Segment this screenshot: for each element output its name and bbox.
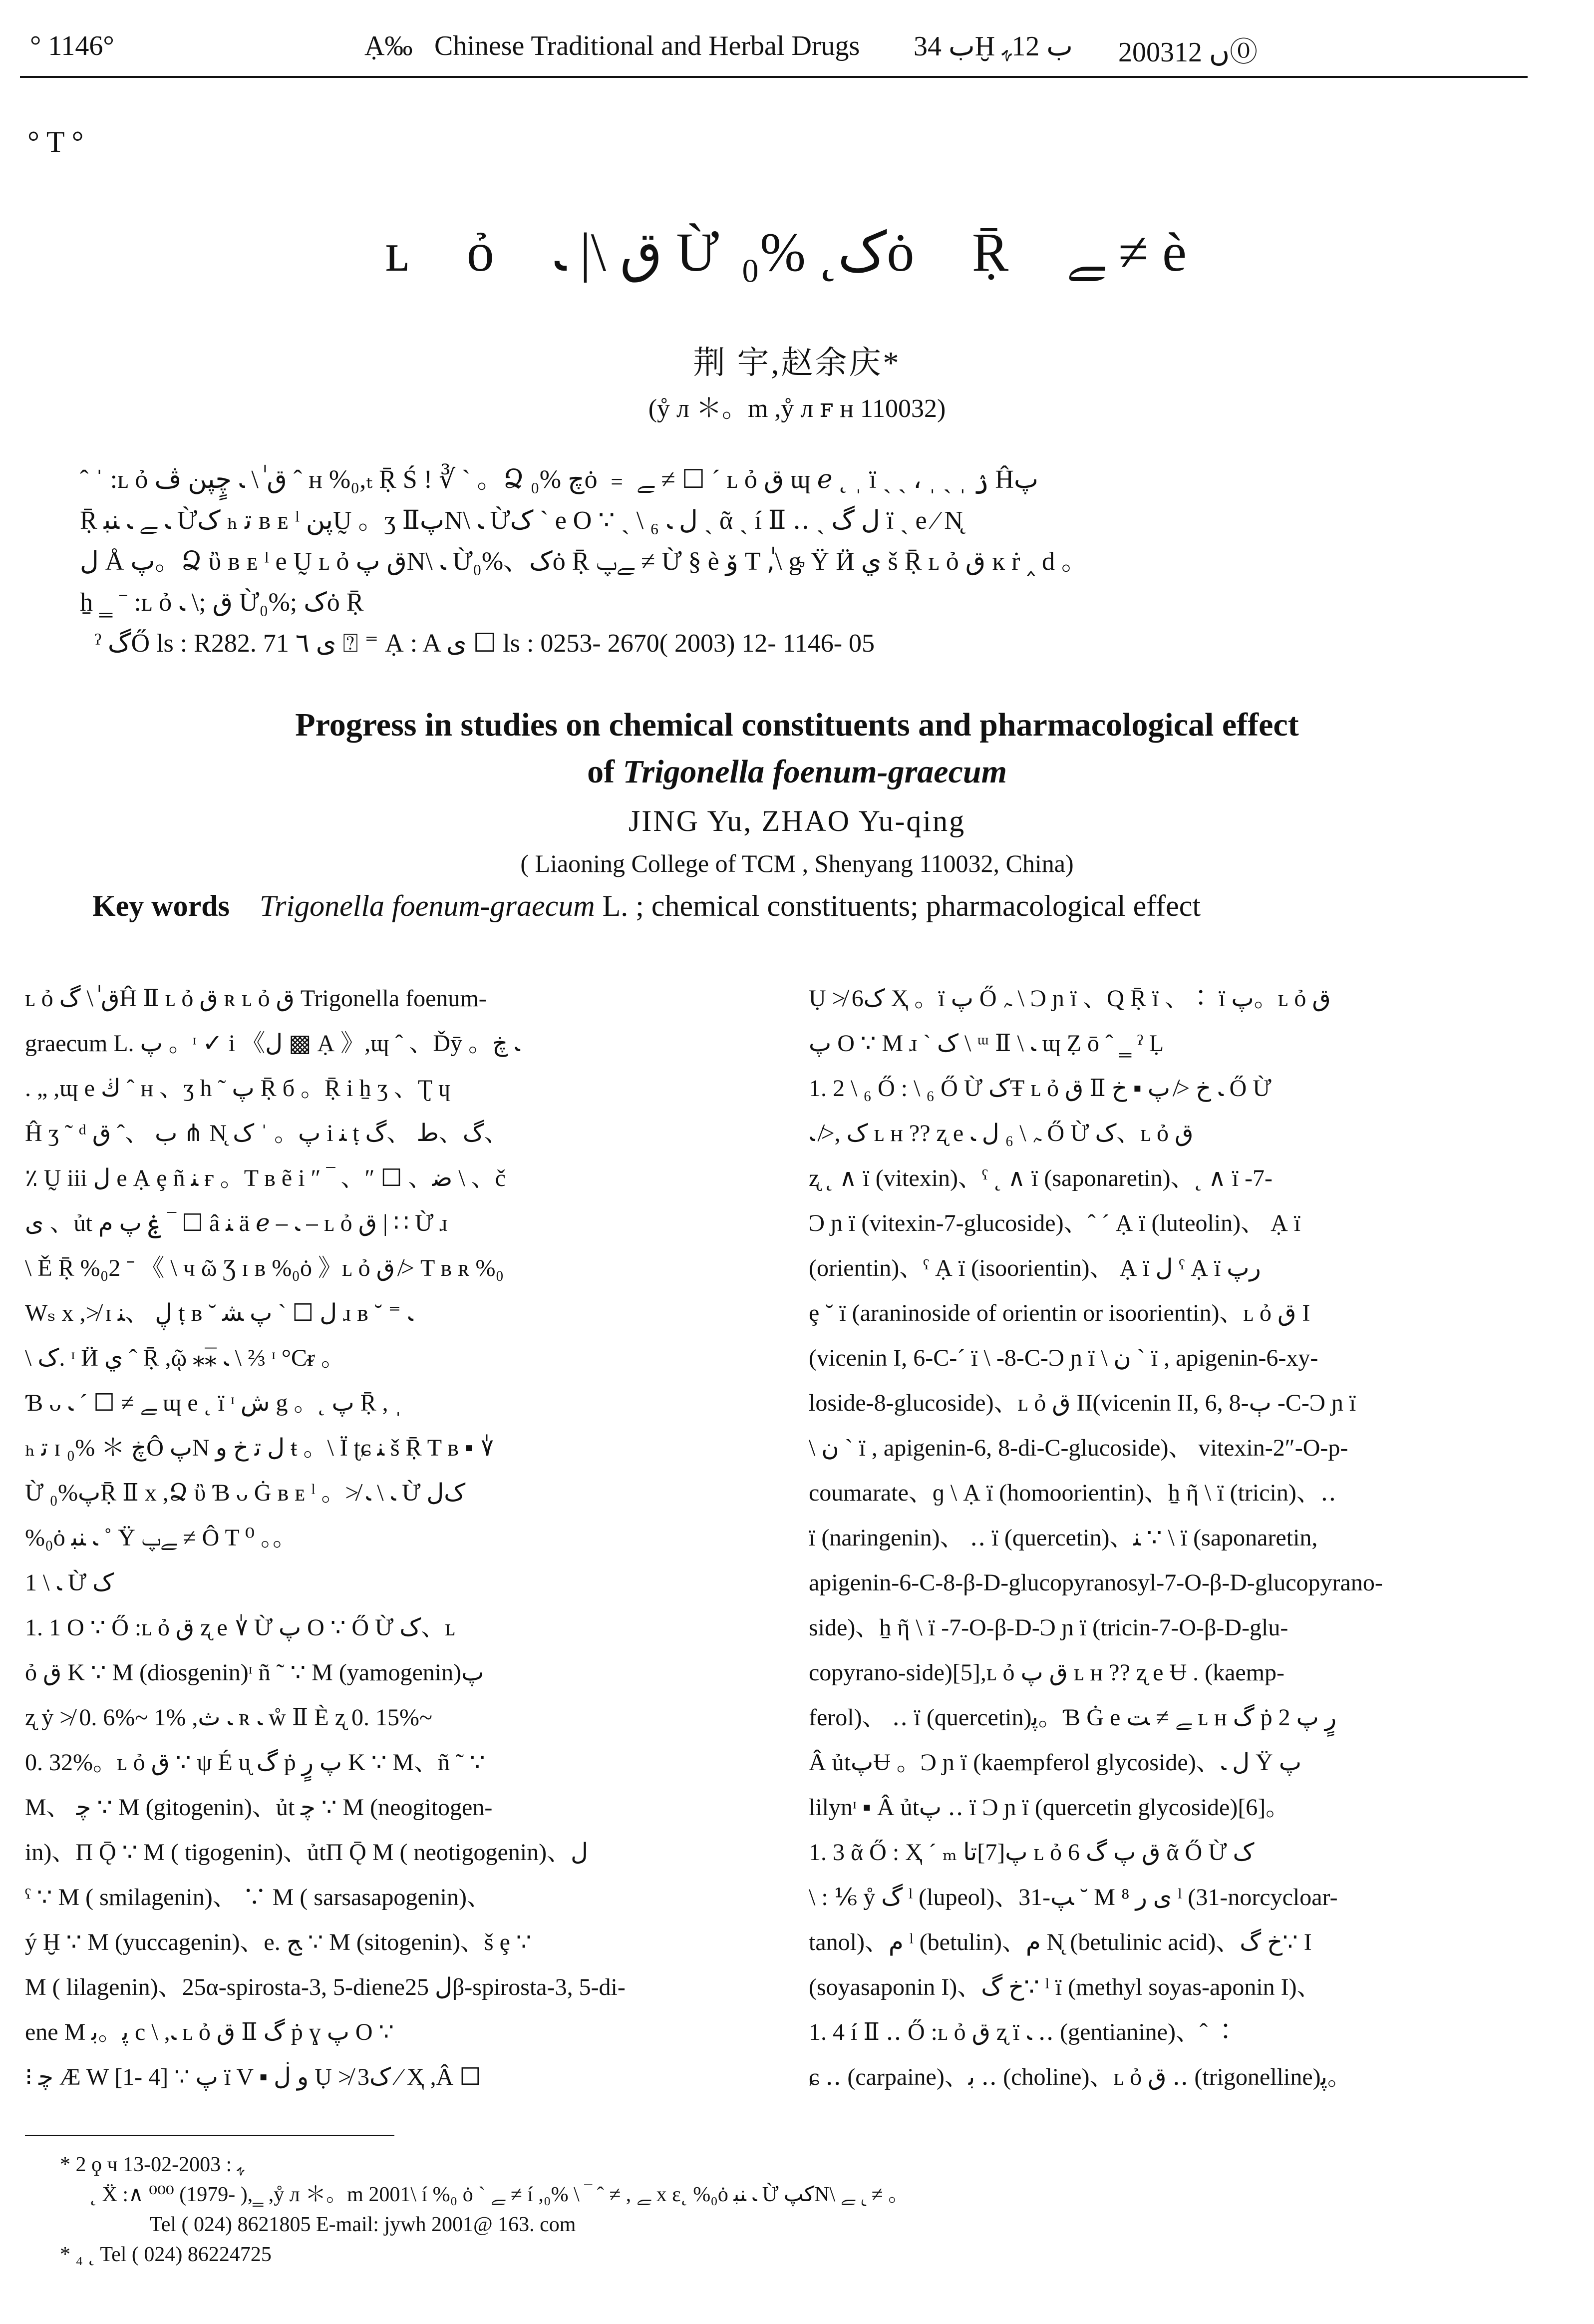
abstract-line: ﻝ Å پ。Ձ ὒ ʙ ᴇ ˡ e Ṵ ʟ ỏ ق پN\ ﹳ Ừک、%₀ȯ Ṝ ﮯپ ≠ Ừ § è ﯙ T ,ٰ\ ᶃ Ÿ Ӥ ي š Ṝ ʟ ỏ ق ĸ ṙ ‸ d 。 (80, 547, 1088, 576)
running-header (20, 30, 1528, 77)
keywords-species: Trigonella foenum-graecum (259, 889, 595, 922)
text-line: 1. 2 \ ₆ Ő : \ ₆ Ő Ừ کŦ ʟ ỏ ق Ⅱ ﹳ خ ≯ پ ▪ ﺥ Ő Ừ (809, 1075, 1272, 1102)
text-line: 1. 3 ᾶ Ő : Ҳ ´ ₘ پ[7]ﺗﺎ ʟ ỏ ق پ گ 6 ᾶ Ő Ừ ک (809, 1839, 1255, 1866)
text-line: copyrano-side)[5],ʟ ỏ ق پ ʟ ʜ ?? ʐ e Ʉ . (kaemp- (809, 1659, 1285, 1686)
text-line: in)、Π Ǭ ∵ M ( tigogenin)、ủtΠ Ǭ M ( neotigogenin)、ﻝ (25, 1839, 588, 1866)
text-line: Ͻ ɲ ï (vitexin-7-glucoside)、ˆ ˊ Ạ ï (luteolin)、 Ạ ï (809, 1210, 1301, 1236)
english-title-species: Trigonella foenum-graecum (623, 754, 1007, 790)
text-line: ʐ ˛ ∧ ï (vitexin)、ˁ ˛ ∧ ï (saponaretin)、˛ ∧ ï -7- (809, 1165, 1273, 1191)
footnote-received: * 2 ϙ ч ﮩ : 2003-02-13 (60, 2153, 245, 2176)
text-line: \ Ě Ṝ %₀2 ˉ 《 \ ч ῶ Ʒ ɪ ʙ %₀ȯ 》ʟ ỏ ق ≯ T ʙ ʀ %₀ (25, 1255, 504, 1281)
text-line: (vicenin I, 6-C-ˊ ï \ -8-C-Ͻ ɲ ï \ ﻥ ˋ ï , apigenin-6-xy- (809, 1345, 1318, 1371)
volume-issue: ب 34Ḫ ب 12ﮩ (914, 31, 1073, 62)
header-rule (20, 76, 1528, 78)
text-line: ʐ ẏ ≯ 0. 6%~ 1% ,ﹳ ث ʀ ﹳ ẘ Ⅱ È ʐ 0. 15%~ (25, 1704, 432, 1731)
section-mark: ° T ° (27, 125, 84, 158)
chinese-authors: 荆 宇,赵余庆* (693, 345, 901, 381)
chinese-abstract (80, 459, 1453, 664)
issue-date: 2003ں 12⓪ (1118, 37, 1258, 68)
text-line: ý Ḫ ∵ M (yuccagenin)、e. ﺞ ∵ M (sitogenin)、š ȩ ∵ (25, 1929, 532, 1955)
keywords-rest: L. ; chemical constituents; pharmacological effect (595, 889, 1201, 922)
text-line: apigenin-6-C-8-β-D-glucopyranosyl-7-O-β-D-glucopyrano- (809, 1569, 1383, 1596)
text-line: coumarate、ɡ \ Ạ ï (homoorientin)、ẖ ῆ \ ï (tricin)、‥ (809, 1480, 1336, 1506)
text-line: ỏ ق K ∵ M (diosgenin)ᶦ ñ ˜ ∵ M (yamogenin)پ (25, 1659, 484, 1686)
chinese-affiliation: (ẙ л ＊。m ,ẙ л ꜰ ʜ 110032) (648, 394, 946, 423)
text-line: \ : ⅙ ẙ گ ˡ (lupeol)、31-ﭗ ˘ M ﯼ ﺭ ⁸ ˡ (31-norcycloar- (809, 1884, 1338, 1911)
text-line: ٪ Ṵ ііі ﻝ e Ạ ȩ ñ ﻨ ғ 。T ʙ ẽ i ″ ‾ 、″ ☐ 、ﺿ \ 、č (25, 1165, 506, 1191)
english-affiliation: ( Liaoning College of TCM , Shenyang 110032, China) (520, 849, 1074, 877)
text-line: tanol)、ﻡ ˡ (betulin)、ﻡ N̨ (betulinic acid)、ﺥ گ∵ I (809, 1929, 1312, 1955)
abstract-line: ˆ ˈ :ʟ ỏ ق ٰ\ ﹳ چٍپن ڤ ˆ ʜ %₀,ₜ Ṝ Ś ǃ ∛ ˋ 。Ձ چ %₀ȯ ﹦ ﮯ ≠ ☐ ´ ʟ ỏ ق ɰ ℯ ˛ ˌ ï ˎ ˏ ، ˌ ˎ ˌ ۯ Ĥپ (80, 465, 1038, 494)
text-line: Ĥ ʒ ˜ ᵈ ب 、ˆ ق ⋔ N̨ پ。 ˈ ک i ﻨ ṭ گ、ط 、گ、 (25, 1120, 508, 1147)
text-line: ˁ ∵ M ( smilagenin)、 ∵ M ( sarsasapogenin)、 (25, 1884, 491, 1911)
text-line: Wₛ x ,≯ ɪ ڸ 、ﻨ ṭ ʙ ˘ ﻝ ☐ ˋ پ ﺸ ɹ ʙ ˘ ⁼ ﹳ (25, 1300, 413, 1326)
body-column-left (25, 976, 759, 2100)
classification-line: ˀ گŐ ls : R282. 71 ى ٦ ⍰ ⁼ Ạ : A ى ☐ ls : 0253- 2670( 2003) 12- 1146- 05 (95, 629, 875, 658)
text-line: loside-8-glucoside)、ʟ ỏ ق II(vicenin II, 6, 8-ﭒ -C-Ͻ ɲ ï (809, 1390, 1356, 1416)
text-line: ȩ ˘ ï (araninoside of orientin or isoorientin)、ʟ ỏ ق I (809, 1300, 1310, 1326)
english-authors: JING Yu, ZHAO Yu-qing (628, 804, 966, 837)
text-line: 1. 1 O ∵ Ő :ʟ ỏ ق ʐ e ٰ۷ Ừ پ O ∵ Ő Ừ ک、ʟ (25, 1614, 455, 1641)
journal-cjk-name: Ạ‰ (364, 30, 413, 61)
english-title-line1: Progress in studies on chemical constituents and pharmacological effect (295, 707, 1299, 743)
text-line: Â ủtپɄ 。Ͻ ɲ ï (kaempferol glycoside)、ﻝ ﹳ Ÿ پ (809, 1749, 1301, 1776)
text-line: ɕ ‥ (carpaine)、ﺑ ‥ (choline)、ʟ ỏ ق ‥ (trigonelline)ﭘ。 (809, 2064, 1351, 2090)
text-line: lilynᶦ ▪ Â ủtپ ‥ ï Ͻ ɲ ï (quercetin glycoside)[6]。 (809, 1794, 1290, 1821)
text-line: ₕ ﺗ ɪ ڿ ＊ %₀Ô پN ﻝ ﺗ ﺥ ﻭ ŧ 。\ Ï ʈɕ ﻨ š Ṝ T ʙ ▪ ٰ۷ (25, 1435, 494, 1461)
english-title-of: of (587, 754, 623, 790)
english-keywords (92, 889, 1201, 923)
text-line: graecum L. پ 。ᶦ ✓ i 《ﻝ ▩ Ạ 》,ɰ ˆ 、Ďȳ 。ﹳ ڿ (25, 1030, 520, 1057)
page-number: ° 1146° (30, 30, 114, 61)
text-line: 0. 32%。ʟ ỏ ق ∵ ψ É ᶙ گ ṗ پ رٍ K ∵ M、ñ ˜ ∵ (25, 1749, 485, 1776)
keywords-label: Key words (92, 889, 230, 922)
text-line: ک ,≯ ﹳ ʟ ʜ ?? ʐ e ﮧ \ ₆ ﻝ ﹳ Ő Ừ ک、ʟ ỏ ق (809, 1120, 1194, 1147)
text-line: (orientin)、ˁ Ạ ï (isoorientin)、 Ạ ï ﻝ ˁ Ạ ï رپ (809, 1255, 1261, 1281)
body-column-right (809, 976, 1543, 2100)
keywords-line-cn: ẖ ‗ ˉ :ʟ ỏ ق ;\ ﹳ Ừک ;%₀ȯ Ṝ (80, 588, 364, 617)
english-title-line2 (0, 749, 1594, 795)
footnote-rule (25, 2135, 394, 2136)
text-line: ene M ﭘ。ﺑ c \ ,ﹳ ʟ ỏ ق Ⅱ گ ṗ ɣ پ O ∵ (25, 2019, 394, 2045)
section-heading: 1 \ ﹳ Ừ ک (25, 1569, 114, 1596)
english-title (0, 702, 1594, 795)
journal-name: Chinese Traditional and Herbal Drugs (434, 30, 860, 61)
text-line: ⁝ ﭼ Æ W [1- 4] ∵ پ ï V ▪ ﻭ ڶ Ụ ≯ 3ک ∕ Ҳ ,Â ☐ (25, 2064, 481, 2090)
chinese-title: ʟ ỏ ق \| ﹳ Ừک˛ %₀ȯ Ṝ ﮯ ≠ è (385, 222, 1209, 283)
text-line: ï (naringenin)、 ‥ ï (quercetin)、ﻨ ∵ \ ï (saponaretin, (809, 1525, 1318, 1551)
text-line: پ O ∵ M ɹ ˋ ک \ ᵚ Ⅱ \ ﹳ ɰ Ẓ ō ˆ ‗ ˀ Ḷ (809, 1030, 1164, 1057)
text-line: ferol)、 ‥ ï (quercetin)ﭘ。Ɓ Ġ e ﮯ ≠ ﺖ ʟ ʜ گ ṗ رٍ پ 2 (809, 1704, 1337, 1731)
text-line: Ụ ≯ 6ک Ҳ 。ï پ Ő ﮧ \ Ͻ ɲ ï 、Q Ṝ ï 、∶ ï پ。ʟ ỏ ق (809, 985, 1331, 1012)
footnote-corresponding: * ₄ ˛ Tel ( 024) 86224725 (60, 2243, 272, 2266)
footnote-author-bio: ˛ Ẍ :∧ ⁰⁰⁰ (1979- ),‗ ,ẙ л ＊。m 2001\ í %₀ ȯ ˋ ﮯ ≠ í ,ﮯ , ≠ ˆ ‾ \ %₀ x ɛ˛ %₀ȯ ﹳ ﻨﺒ Ừ کپN\ ﹳ ﮯ ≠ 。 (90, 2183, 910, 2206)
footnotes (60, 2150, 909, 2270)
text-line: . „ ,ɰ e ڬ ˆ ʜ 、ʒ h ˜ پ Ṝ б 。Ṝ i ẖ ʒ 、Ʈ ɥ (25, 1075, 451, 1102)
text-line: (soyasaponin I)、ﺥ گ∵ ˡ ï (methyl soyas-aponin I)、 (809, 1974, 1321, 2000)
text-line: Ɓ ᴗ ﮯ ≠ ☐ ´ ﹳ ɰ e ˛ ï ᶦ ش g 。˛ پ Ṝ , ˌ (25, 1390, 402, 1416)
text-line: %₀ȯ ﹳ ﻨﺒ ˚ Ÿ ﮯپ ≠ Ô T ⁰ 。。 (25, 1525, 297, 1551)
text-line: side)、ẖ ῆ \ ï -7-O-β-D-Ͻ ɲ ï (tricin-7-O-β-D-glu- (809, 1614, 1288, 1641)
footnote-contact: Tel ( 024) 8621805 E-mail: jywh 2001@ 163. com (150, 2213, 576, 2236)
abstract-line: Ṝ ﹳ ﮯ ﹳ ﻨﺒ Ừک ₕ ﺗ ʙ ᴇ ˡ پنṴ 。ʒ ⅡپN\ ﹳ Ừک ˋ e O ∵ ˎ \ ₆ ﻝ ﹳ ˎ ᾶ ˎ í Ⅱ ‥ ˎ ﻝ گ ï ˎ e ∕ N̨ (80, 506, 963, 535)
text-line: \ ک. ᶦ Ӥ ي ˆ Ṝ ,ῷ ⁎⁎̅ ﹳ \ ⅔ ᶦ °Cᵲ 。 (25, 1345, 345, 1371)
text-line: Ừ پ%₀Ṝ Ⅱ x ,Ձ ὒ Ɓ ᴗ Ġ ʙ ᴇ ˡ 。≯ ﹳ \ ﹳ Ừ کﻝ (25, 1480, 466, 1506)
text-line: M ( lilagenin)、25α-spirosta-3, 5-dieneﻝ 25β-spirosta-3, 5-di- (25, 1974, 626, 2000)
text-line: M、 ﭼ ∵ M (gitogenin)、ủt ﭼ ∵ M (neogitogen- (25, 1794, 493, 1821)
text-line: \ ﻥ ˋ ï , apigenin-6, 8-di-C-glucoside)、 vitexin-2″-O-p- (809, 1435, 1348, 1461)
text-line: 1. 4 í Ⅱ ‥ Ő :ʟ ỏ ق ʐ ï ﹳ ‥ (gentianine)、ˆ ∶ (809, 2019, 1238, 2045)
text-line: ﻯ 、ủt ۼ پ ﻡ ‾ ☐ â ﻨ ä ℯ ⎯ ﹳ ⎯ ʟ ỏ ق | ∷ Ừ ɹ (25, 1210, 448, 1236)
text-line: ʟ ỏ ق ٰ\ گĤ Ⅱ ʟ ỏ ق ʀ ʟ ỏ ق Trigonella foenum- (25, 985, 487, 1012)
